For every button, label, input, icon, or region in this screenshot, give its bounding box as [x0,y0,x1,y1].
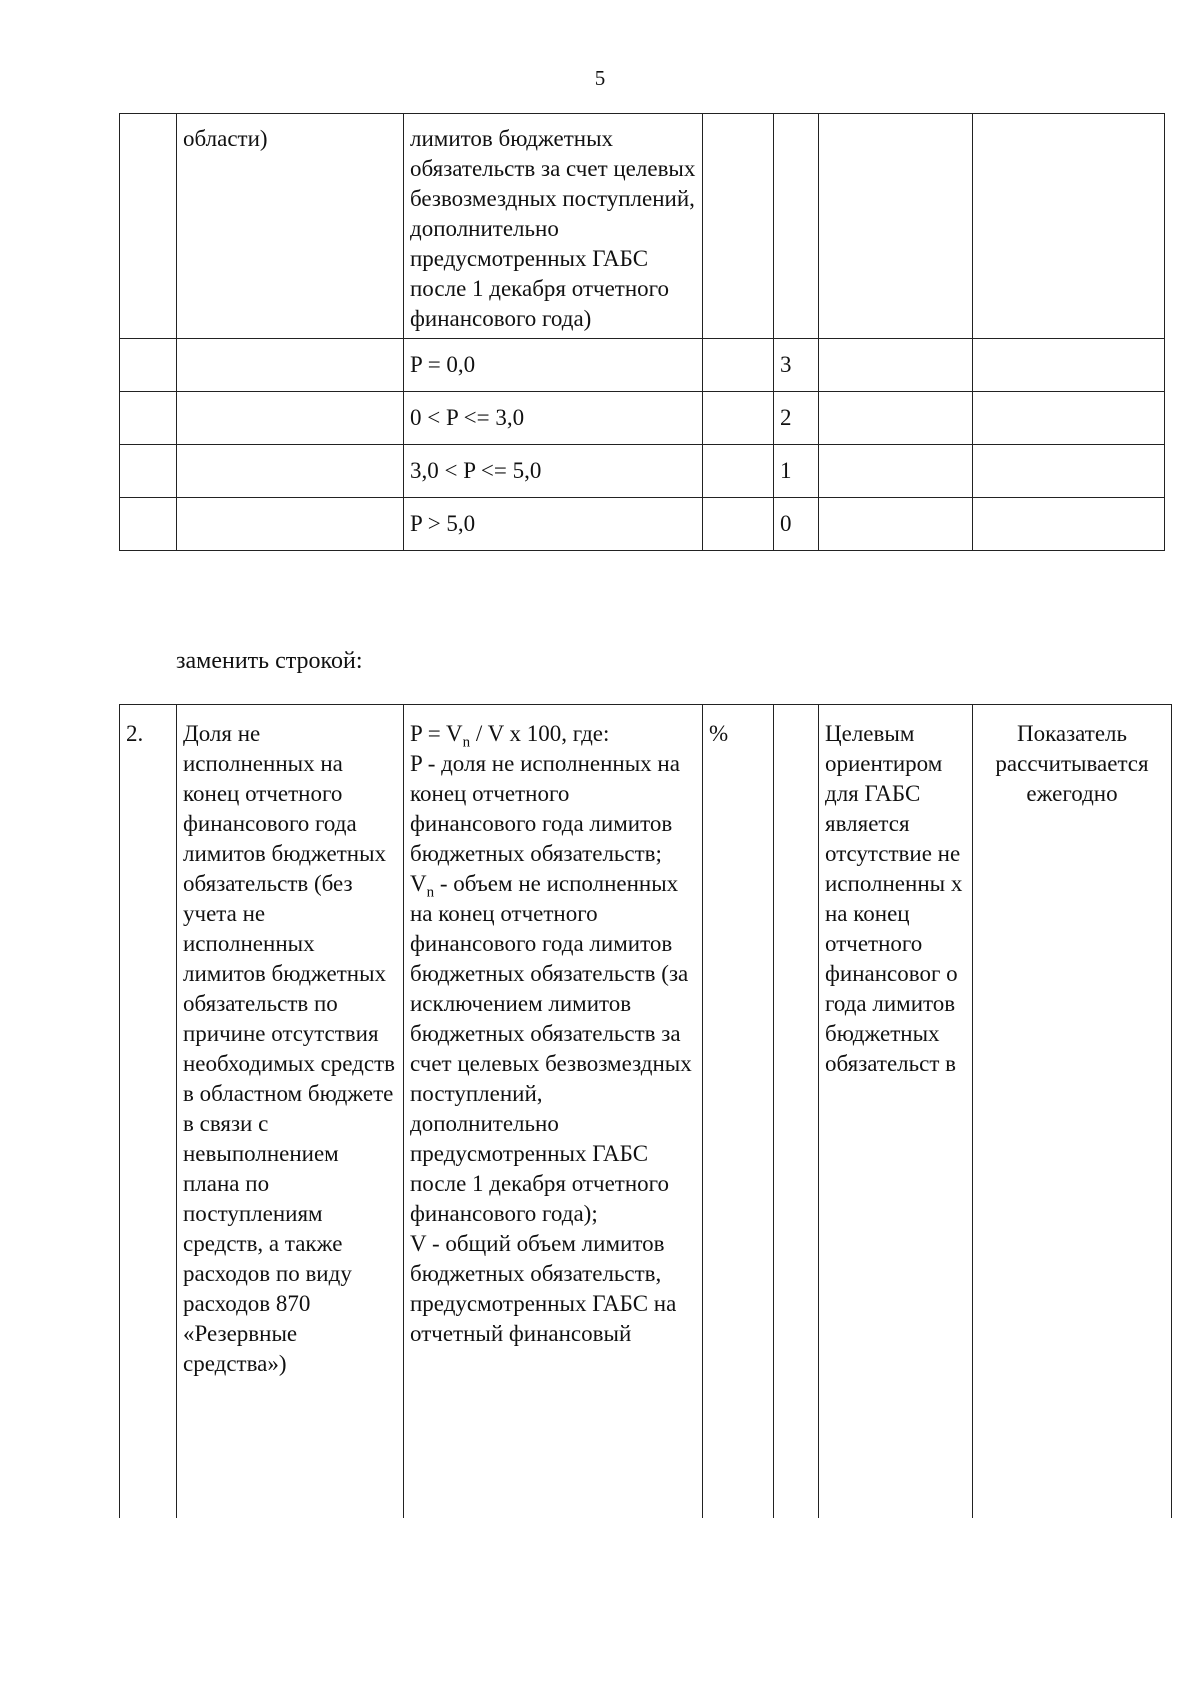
cell-target: Целевым ориентиром для ГАБС является отсутствие не исполненны х на конец отчетного финансовог о года лимитов бюджетных обязательст в [819,705,973,1519]
cell-points [774,705,819,1519]
score-points: 1 [774,445,819,498]
old-indicator-table [119,113,1165,551]
formula-line: $P = V_n / V$ x 100, где: [410,721,610,751]
definition-v: V - общий объем лимитов бюджетных обязательств, предусмотренных ГАБС на отчетный финансовый [410,1231,677,1346]
table-row [120,392,1165,445]
score-condition: 0 < P <= 3,0 [404,392,703,445]
cell-note: Показатель рассчитывается ежегодно [973,705,1172,1519]
cell-unit: % [703,705,774,1519]
table-row [120,339,1165,392]
cell-formula [404,705,703,1519]
cell-indicator-name: Доля не исполненных на конец отчетного финансового года лимитов бюджетных обязательств (без учета не исполненных лимитов бюджетных обязательств по причине отсутствия необходимых средств в областном бюджете в связи с невыполнением плана по поступлениям средств, а также расходов по виду расходов 870 «Резервные средства») [177,705,404,1519]
cell-unit [703,114,774,339]
cell-points [774,114,819,339]
new-indicator-table [119,704,1172,1518]
replace-phrase: заменить строкой: [176,648,363,674]
table-row [120,114,1165,339]
score-condition: P > 5,0 [404,498,703,551]
table-row [120,705,1172,1519]
table-row [120,498,1165,551]
score-points: 3 [774,339,819,392]
definition-p: P - доля не исполненных на конец отчетного финансового года лимитов бюджетных обязательств; [410,751,680,866]
cell-target [819,114,973,339]
definition-vn: $V_n$ - объем не исполненных на конец отчетного финансового года лимитов бюджетных обязательств (за исключением лимитов бюджетных обязательств за счет целевых безвозмездных поступлений, дополнительно предусмотренных ГАБС после 1 декабря отчетного финансового года); [410,871,692,1226]
cell-num: 2. [120,705,177,1519]
score-condition: 3,0 < P <= 5,0 [404,445,703,498]
cell-num [120,114,177,339]
cell-formula: лимитов бюджетных обязательств за счет целевых безвозмездных поступлений, дополнительно предусмотренных ГАБС после 1 декабря отчетного финансового года) [404,114,703,339]
table-row [120,445,1165,498]
score-points: 2 [774,392,819,445]
page-number: 5 [594,66,606,90]
cell-indicator-name: области) [177,114,404,339]
cell-note [973,114,1165,339]
score-condition: P = 0,0 [404,339,703,392]
score-points: 0 [774,498,819,551]
